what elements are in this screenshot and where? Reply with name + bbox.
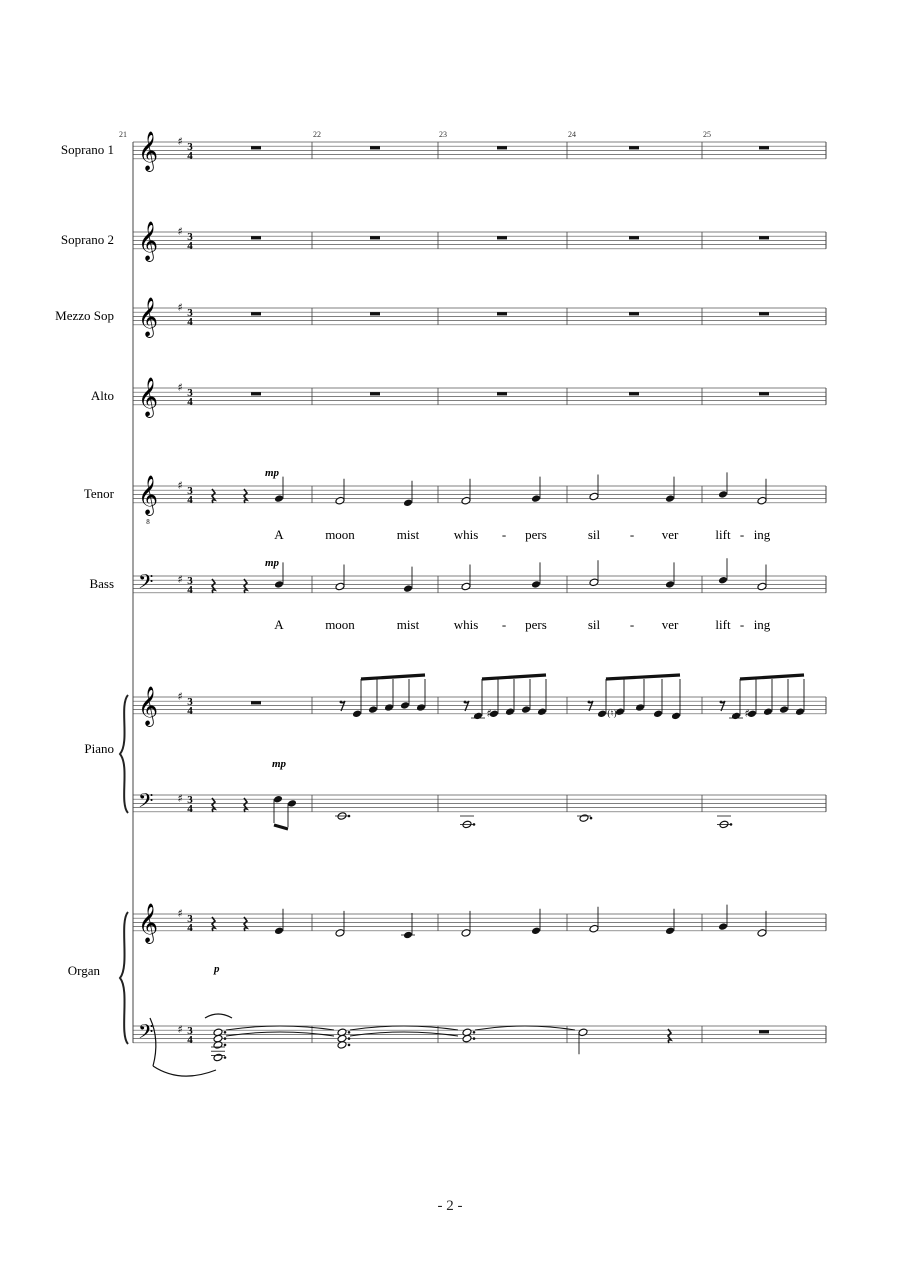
accidental-sharp: ♯: [486, 707, 492, 720]
key-sharp: ♯: [177, 225, 183, 238]
whole-rest: [497, 146, 507, 149]
key-sharp: ♯: [177, 301, 183, 314]
piano-brace: [120, 695, 128, 813]
organ-rh-note: [335, 929, 345, 938]
bass-note: [589, 578, 599, 587]
piano-dynamic: mp: [272, 758, 287, 770]
time-signature-bottom: 4: [187, 150, 193, 162]
tenor-lyric: moon: [325, 527, 355, 542]
organ-lh-note: [337, 1041, 347, 1050]
tenor-dynamic: mp: [265, 467, 280, 479]
piano-rh-note: [653, 710, 663, 719]
tie: [350, 1026, 458, 1030]
time-signature-bottom: 4: [187, 240, 193, 252]
bass-note: [403, 584, 413, 593]
key-sharp: ♯: [177, 1023, 183, 1036]
time-signature-bottom: 4: [187, 922, 193, 934]
bass-note: [665, 580, 675, 589]
eighth-rest-dot: [340, 701, 343, 704]
bass-lyric: mist: [396, 617, 420, 632]
bass-clef: 𝄢: [138, 570, 154, 598]
piano-rh-note: [763, 707, 773, 716]
organ-rh-note: [589, 924, 599, 933]
treble-clef: 𝄞: [138, 221, 159, 261]
bass-lyric: -: [739, 617, 745, 632]
time-signature-top: 3: [187, 696, 193, 708]
tenor-lyric: sil: [587, 527, 601, 542]
bass-lyric: A: [274, 617, 284, 632]
whole-rest: [497, 236, 507, 239]
quarter-rest: [244, 798, 247, 812]
tenor-lyric: -: [739, 527, 745, 542]
tie: [475, 1026, 575, 1030]
piano-rh-note: [521, 705, 531, 714]
alto-label: Alto: [90, 388, 114, 403]
soprano1-label: Soprano 1: [60, 142, 114, 157]
bass-note: [461, 582, 471, 591]
slur: [205, 1014, 232, 1018]
whole-rest: [759, 392, 769, 395]
accidental-sharp: ♯: [744, 707, 750, 720]
tie: [226, 1026, 334, 1030]
piano-rh-note: [597, 710, 607, 719]
tenor-note: [461, 496, 471, 505]
whole-rest: [629, 236, 639, 239]
treble-clef: 𝄞: [138, 297, 159, 337]
accidental-natural: (♮): [607, 708, 617, 718]
treble-clef: 𝄞: [138, 377, 159, 417]
quarter-rest: [212, 579, 215, 593]
time-signature-bottom: 4: [187, 1034, 193, 1046]
organ-lh-note: [578, 1028, 588, 1037]
augmentation-dot: [224, 1037, 227, 1040]
beam: [274, 825, 288, 829]
organ-rh-note: [757, 929, 767, 938]
whole-rest: [629, 146, 639, 149]
organ-rh-note: [274, 927, 284, 936]
whole-rest: [759, 1030, 769, 1033]
tenor-note: [589, 492, 599, 501]
octave-marker: 8: [146, 518, 150, 526]
bass-note: [757, 582, 767, 591]
time-signature-bottom: 4: [187, 316, 193, 328]
tenor-lyric: -: [629, 527, 635, 542]
augmentation-dot: [348, 1044, 351, 1047]
tenor-lyric: -: [501, 527, 507, 542]
time-signature-top: 3: [187, 794, 193, 806]
mezzo-label: Mezzo Sop: [55, 308, 114, 323]
key-sharp: ♯: [177, 792, 183, 805]
piano-label: Piano: [84, 741, 114, 756]
time-signature-bottom: 4: [187, 803, 193, 815]
quarter-rest: [668, 1029, 671, 1043]
bass-lyric: lift: [715, 617, 731, 632]
organ-rh-note: [531, 927, 541, 936]
tenor-label: Tenor: [83, 486, 114, 501]
tenor-note: [665, 494, 675, 503]
bass-lyric: ing: [753, 617, 771, 632]
whole-rest: [370, 312, 380, 315]
key-sharp: ♯: [177, 381, 183, 394]
bass-lyric: -: [501, 617, 507, 632]
augmentation-dot: [224, 1044, 227, 1047]
whole-rest: [497, 312, 507, 315]
piano-rh-note: [779, 705, 789, 714]
augmentation-dot: [473, 1031, 476, 1034]
piano-rh-note: [368, 705, 378, 714]
beam: [361, 675, 425, 679]
slur: [153, 1066, 216, 1076]
beam: [482, 675, 546, 679]
piano-rh-note: [352, 710, 362, 719]
tenor-note: [757, 496, 767, 505]
tenor-lyric: lift: [715, 527, 731, 542]
organ-rh-note: [718, 922, 728, 931]
tenor-lyric: mist: [396, 527, 420, 542]
measure-number: 22: [313, 130, 321, 139]
whole-rest: [251, 312, 261, 315]
quarter-rest: [244, 579, 247, 593]
whole-rest: [251, 701, 261, 704]
bass-lyric: -: [629, 617, 635, 632]
organ-label: Organ: [67, 963, 100, 978]
whole-rest: [629, 392, 639, 395]
bass-lyric: ver: [661, 617, 679, 632]
treble-clef: 𝄞: [138, 903, 159, 943]
whole-rest: [370, 392, 380, 395]
time-signature-top: 3: [187, 1025, 193, 1037]
time-signature-top: 3: [187, 141, 193, 153]
organ-lh-note: [462, 1034, 472, 1043]
time-signature-top: 3: [187, 913, 193, 925]
piano-rh-note: [671, 712, 681, 721]
eighth-rest-dot: [720, 701, 723, 704]
augmentation-dot: [590, 817, 593, 820]
whole-rest: [759, 146, 769, 149]
measure-number: 23: [439, 130, 447, 139]
bass-lyric: whis: [453, 617, 479, 632]
measure-number: 24: [568, 130, 576, 139]
treble-clef: 𝄞: [138, 475, 159, 515]
whole-rest: [251, 146, 261, 149]
tenor-note: [531, 494, 541, 503]
tenor-lyric: pers: [525, 527, 547, 542]
quarter-rest: [244, 489, 247, 503]
time-signature-bottom: 4: [187, 705, 193, 717]
measure-number: 21: [119, 130, 127, 139]
eighth-rest-dot: [464, 701, 467, 704]
beam: [606, 675, 680, 679]
bass-clef: 𝄢: [138, 789, 154, 817]
quarter-rest: [244, 917, 247, 931]
organ-rh-note: [665, 927, 675, 936]
augmentation-dot: [348, 1031, 351, 1034]
organ-dynamic: p: [214, 963, 220, 975]
treble-clef: 𝄞: [138, 686, 159, 726]
page-number: - 2 -: [437, 1198, 463, 1214]
key-sharp: ♯: [177, 479, 183, 492]
tenor-lyric: ing: [753, 527, 771, 542]
key-sharp: ♯: [177, 135, 183, 148]
organ-lh-note: [213, 1053, 223, 1062]
whole-rest: [497, 392, 507, 395]
bass-lyric: moon: [325, 617, 355, 632]
whole-rest: [251, 236, 261, 239]
quarter-rest: [212, 489, 215, 503]
tie: [226, 1032, 334, 1036]
time-signature-top: 3: [187, 231, 193, 243]
time-signature-bottom: 4: [187, 584, 193, 596]
bass-lyric: pers: [525, 617, 547, 632]
bass-label: Bass: [89, 576, 114, 591]
time-signature-bottom: 4: [187, 494, 193, 506]
bass-clef: 𝄢: [138, 1020, 154, 1048]
whole-rest: [370, 236, 380, 239]
treble-clef: 𝄞: [138, 131, 159, 171]
whole-rest: [759, 236, 769, 239]
piano-rh-note: [400, 701, 410, 710]
beam: [740, 675, 804, 679]
augmentation-dot: [224, 1031, 227, 1034]
bass-note: [718, 576, 728, 585]
key-sharp: ♯: [177, 573, 183, 586]
tenor-lyric: A: [274, 527, 284, 542]
bass-lyric: sil: [587, 617, 601, 632]
quarter-rest: [212, 917, 215, 931]
key-sharp: ♯: [177, 690, 183, 703]
time-signature-bottom: 4: [187, 396, 193, 408]
piano-rh-note: [795, 707, 805, 716]
whole-rest: [370, 146, 380, 149]
piano-rh-note: [473, 712, 483, 721]
whole-rest: [251, 392, 261, 395]
whole-rest: [759, 312, 769, 315]
organ-brace: [120, 912, 128, 1044]
piano-rh-note: [731, 712, 741, 721]
tenor-lyric: ver: [661, 527, 679, 542]
soprano2-label: Soprano 2: [60, 232, 114, 247]
piano-rh-note: [416, 703, 426, 712]
tenor-lyric: whis: [453, 527, 479, 542]
tie: [350, 1032, 458, 1036]
eighth-rest-dot: [588, 701, 591, 704]
organ-rh-note: [461, 929, 471, 938]
bass-dynamic: mp: [265, 557, 280, 569]
quarter-rest: [212, 798, 215, 812]
tenor-note: [274, 494, 284, 503]
tenor-note: [403, 499, 413, 508]
piano-lh-note: [579, 814, 589, 823]
time-signature-top: 3: [187, 387, 193, 399]
augmentation-dot: [224, 1056, 227, 1059]
measure-number: 25: [703, 130, 711, 139]
time-signature-top: 3: [187, 307, 193, 319]
key-sharp: ♯: [177, 907, 183, 920]
organ-lh-note: [213, 1041, 223, 1050]
augmentation-dot: [473, 1037, 476, 1040]
piano-lh-note: [273, 795, 283, 804]
whole-rest: [629, 312, 639, 315]
augmentation-dot: [348, 1037, 351, 1040]
bass-note: [274, 580, 284, 589]
tenor-note: [335, 496, 345, 505]
tenor-note: [718, 490, 728, 499]
bass-note: [335, 582, 345, 591]
piano-rh-note: [635, 703, 645, 712]
piano-rh-note: [384, 703, 394, 712]
piano-rh-note: [505, 707, 515, 716]
bass-note: [531, 580, 541, 589]
piano-lh-note: [287, 799, 297, 808]
time-signature-top: 3: [187, 575, 193, 587]
time-signature-top: 3: [187, 485, 193, 497]
piano-rh-note: [537, 707, 547, 716]
